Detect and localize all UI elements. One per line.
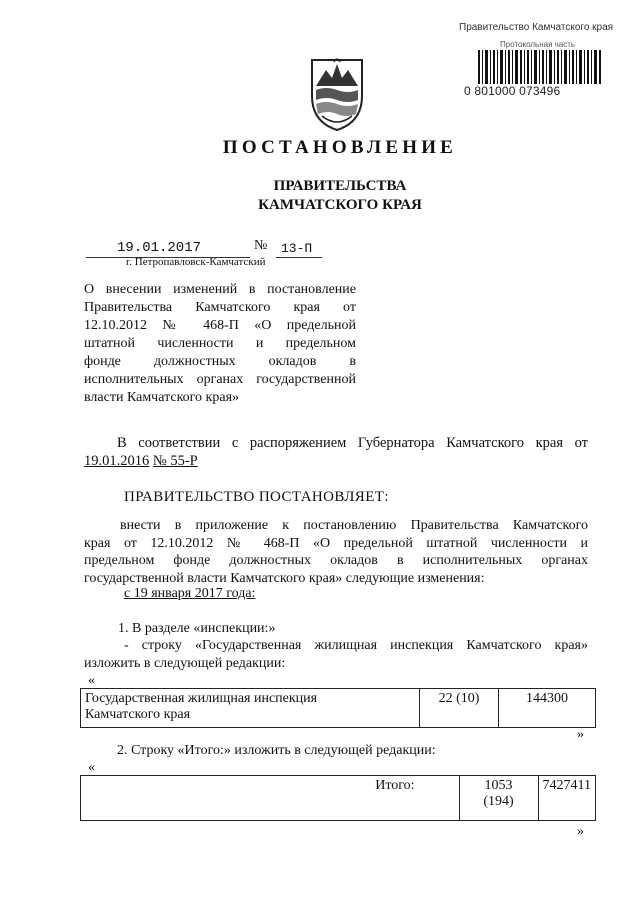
subject-line: 12.10.2012 № 468-П «О предельной — [84, 318, 356, 333]
document-number: 13-П — [281, 241, 313, 256]
decree-heading: ПРАВИТЕЛЬСТВО ПОСТАНОВЛЯЕТ: — [124, 489, 389, 505]
inspection-name-line2: Камчатского края — [85, 707, 191, 722]
effective-date: с 19 января 2017 года: — [124, 586, 256, 601]
stamp-department: Протокольная часть — [500, 40, 576, 49]
table-cell-fund: 144300 — [499, 689, 596, 728]
basis-line: В соответствии с распоряжением Губернатора Камчатского края от — [117, 435, 588, 451]
item2-close-quote: » — [577, 824, 584, 839]
body-line: государственной власти Камчатского края» следующие изменения: — [84, 570, 485, 586]
subject-line: власти Камчатского края» — [84, 390, 240, 405]
subject-line: штатной численности и предельном — [84, 336, 356, 351]
item1-line-a: - строку «Государственная жилищная инспекция Камчатского края» — [124, 638, 588, 653]
document-title: ПОСТАНОВЛЕНИЕ — [222, 137, 458, 158]
item1-close-quote: » — [577, 727, 584, 742]
item1-line-b: изложить в следующей редакции: — [84, 656, 286, 671]
item2-open-quote: « — [88, 760, 95, 775]
basis-number: № 55-Р — [152, 453, 198, 469]
basis-reference — [84, 453, 198, 470]
inspection-name-line1: Государственная жилищная инспекция — [85, 691, 318, 706]
barcode — [478, 50, 602, 84]
number-underline — [276, 257, 322, 258]
subject-line: Правительства Камчатского края от — [84, 300, 356, 315]
body-line: края от 12.10.2012 № 468-П «О предельной штатной численности и — [84, 535, 588, 551]
kamchatka-coat-of-arms-icon — [306, 56, 368, 132]
document-date: 19.01.2017 — [117, 240, 202, 256]
item2-table — [80, 775, 596, 821]
total-count-line1: 1053 — [484, 778, 513, 793]
item1-heading: 1. В разделе «инспекции:» — [118, 621, 276, 636]
document-subtitle-line1: ПРАВИТЕЛЬСТВА — [273, 178, 407, 194]
item1-table — [80, 688, 596, 728]
decree-body — [84, 517, 588, 587]
item2-heading: 2. Строку «Итого:» изложить в следующей редакции: — [117, 743, 436, 758]
subject-line: О внесении изменений в постановление — [84, 282, 356, 297]
document-subject — [84, 281, 356, 407]
table-cell-name — [81, 689, 420, 728]
table-cell-label: Итого: — [81, 776, 460, 821]
table-cell-count — [459, 776, 538, 821]
barcode-number: 0 801000 073496 — [464, 84, 561, 98]
body-line: предельном фонде должностных окладов в исполнительных органах — [84, 553, 588, 568]
body-line: внести в приложение к постановлению Правительства Камчатского — [120, 518, 588, 533]
document-subtitle-line2: КАМЧАТСКОГО КРАЯ — [258, 197, 422, 213]
stamp-organization: Правительство Камчатского края — [459, 22, 614, 33]
basis-date: 19.01.2016 — [84, 453, 150, 469]
table-row — [81, 776, 596, 821]
number-label: № — [254, 238, 268, 253]
table-cell-fund: 7427411 — [538, 776, 595, 821]
table-cell-count: 22 (10) — [420, 689, 499, 728]
item1-open-quote: « — [88, 673, 95, 688]
subject-line: фонде должностных окладов в — [84, 354, 356, 369]
subject-line: исполнительных органах государственной — [84, 372, 356, 387]
table-row — [81, 689, 596, 728]
total-count-line2: (194) — [483, 794, 514, 809]
document-city: г. Петропавловск-Камчатский — [126, 256, 266, 268]
